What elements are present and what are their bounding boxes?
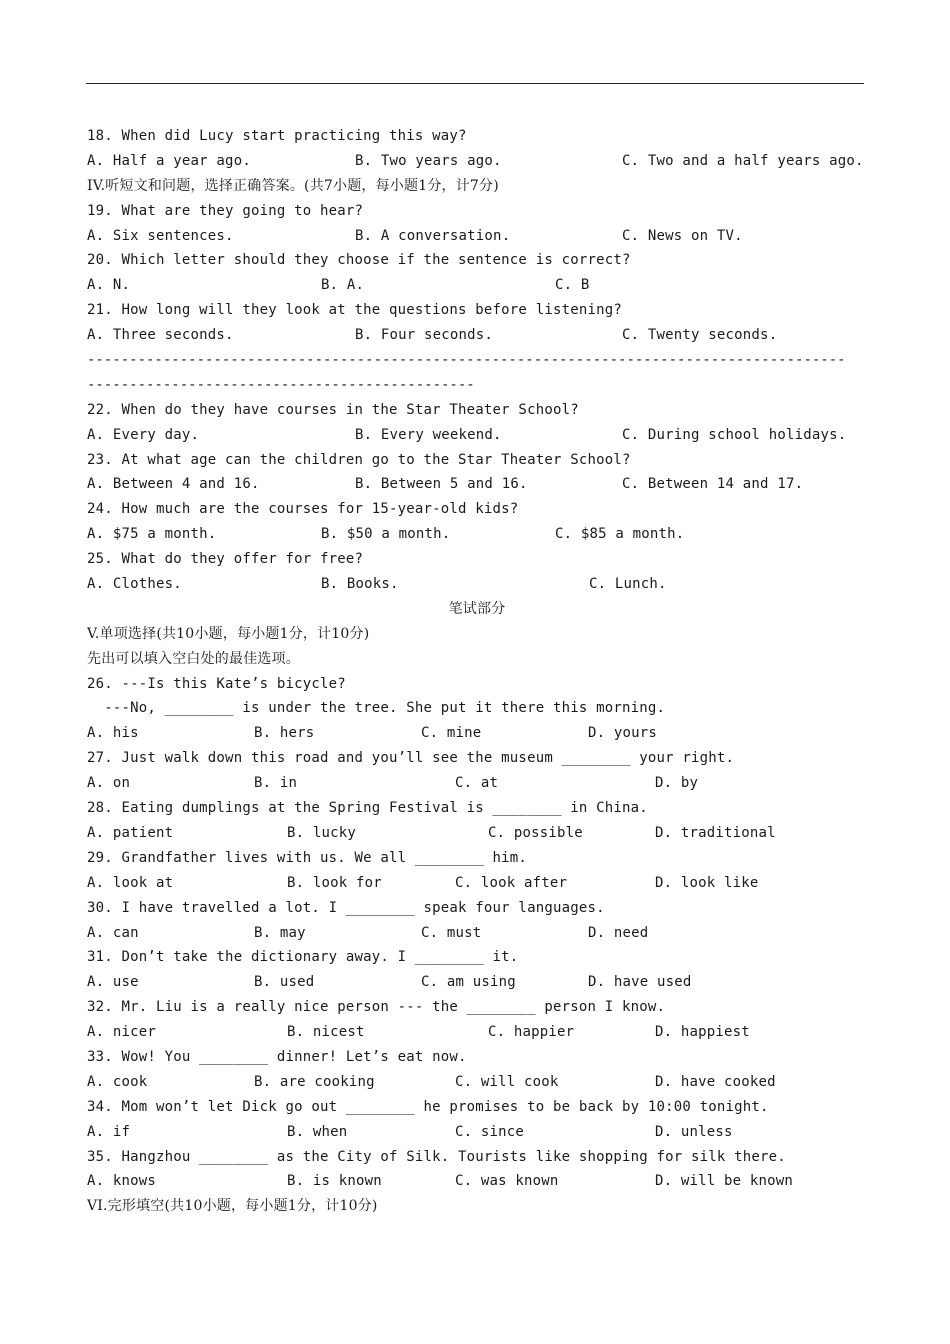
options-32 (87, 1020, 867, 1045)
option-b: B. Every weekend. (355, 426, 502, 443)
question-35: 35. Hangzhou ________ as the City of Silk. Tourists like shopping for silk there. (87, 1148, 786, 1165)
options-33 (87, 1070, 867, 1095)
option-a: A. $75 a month. (87, 526, 217, 543)
options-25 (87, 572, 867, 597)
option-a: A. Half a year ago. (87, 152, 251, 169)
separator-dashes: ------------------------------------------------------------------------------------------ (87, 352, 846, 369)
option-b: B. hers (254, 725, 315, 742)
option-b: B. when (287, 1123, 348, 1140)
question-34: 34. Mom won’t let Dick go out ________ he promises to be back by 10:00 tonight. (87, 1098, 769, 1115)
option-d: D. will be known (655, 1173, 794, 1190)
question-30: 30. I have travelled a lot. I ________ speak four languages. (87, 899, 605, 916)
option-c: C. $85 a month. (555, 526, 685, 543)
question-27: 27. Just walk down this road and you’ll see the museum ________ your right. (87, 750, 735, 767)
section-4-heading: IV.听短文和问题，选择正确答案。(共7小题，每小题1分，计7分) (87, 177, 499, 194)
option-b: B. $50 a month. (321, 526, 451, 543)
option-b: B. Books. (321, 576, 399, 593)
option-a: A. Three seconds. (87, 327, 234, 344)
options-27 (87, 771, 867, 796)
option-a: A. look at (87, 874, 174, 891)
option-c: C. possible (488, 824, 583, 841)
option-a: A. if (87, 1123, 131, 1140)
option-b: B. nicest (287, 1024, 365, 1041)
options-23 (87, 472, 867, 497)
options-35 (87, 1169, 867, 1194)
written-part-title: 笔试部分 (448, 600, 506, 617)
separator-dashes-2: ---------------------------------------------- (87, 376, 475, 393)
option-d: D. traditional (655, 824, 776, 841)
option-b: B. are cooking (254, 1073, 375, 1090)
option-d: D. unless (655, 1123, 733, 1140)
options-24 (87, 522, 867, 547)
options-19 (87, 224, 867, 249)
option-a: A. on (87, 775, 131, 792)
question-29: 29. Grandfather lives with us. We all ________ him. (87, 849, 528, 866)
option-d: D. have cooked (655, 1073, 776, 1090)
question-26: 26. ---Is this Kate’s bicycle? (87, 675, 346, 692)
options-29 (87, 871, 867, 896)
option-c: C. mine (421, 725, 482, 742)
options-34 (87, 1120, 867, 1145)
option-c: C. am using (421, 974, 516, 991)
options-30 (87, 921, 867, 946)
option-d: D. by (655, 775, 699, 792)
option-b: B. Two years ago. (355, 152, 502, 169)
option-b: B. A conversation. (355, 227, 511, 244)
option-c: C. B (555, 277, 590, 294)
question-18: 18. When did Lucy start practicing this way? (87, 128, 467, 144)
option-a: A. cook (87, 1073, 148, 1090)
section-6-heading: VI.完形填空(共10小题，每小题1分，计10分) (87, 1198, 378, 1215)
options-20 (87, 273, 867, 298)
option-b: B. look for (287, 874, 382, 891)
option-c: C. will cook (455, 1073, 559, 1090)
options-21 (87, 323, 867, 348)
question-23: 23. At what age can the children go to the Star Theater School? (87, 451, 631, 468)
option-d: D. happiest (655, 1024, 750, 1041)
question-25: 25. What do they offer for free? (87, 551, 364, 568)
options-26 (87, 721, 867, 746)
question-33: 33. Wow! You ________ dinner! Let’s eat now. (87, 1048, 467, 1065)
option-a: A. N. (87, 277, 131, 294)
option-b: B. Between 5 and 16. (355, 476, 528, 493)
option-c: C. Two and a half years ago. (622, 152, 864, 169)
header-rule (86, 83, 864, 84)
options-31 (87, 970, 867, 995)
option-d: D. look like (655, 874, 759, 891)
option-d: D. have used (588, 974, 692, 991)
option-c: C. Twenty seconds. (622, 327, 778, 344)
option-b: B. in (254, 775, 298, 792)
question-21: 21. How long will they look at the questions before listening? (87, 302, 622, 319)
option-b: B. A. (321, 277, 365, 294)
option-c: C. Lunch. (589, 576, 667, 593)
option-c: C. News on TV. (622, 227, 743, 244)
option-b: B. used (254, 974, 315, 991)
option-a: A. nicer (87, 1024, 157, 1041)
question-32: 32. Mr. Liu is a really nice person --- the ________ person I know. (87, 999, 666, 1016)
question-24: 24. How much are the courses for 15-year-old kids? (87, 501, 519, 518)
question-22: 22. When do they have courses in the Star Theater School? (87, 401, 579, 418)
exam-page (87, 124, 867, 1219)
option-c: C. look after (455, 874, 568, 891)
option-a: A. Six sentences. (87, 227, 234, 244)
option-a: A. can (87, 924, 139, 941)
options-18 (87, 149, 867, 174)
section-5-heading: V.单项选择(共10小题，每小题1分，计10分) (87, 625, 370, 642)
option-c: C. Between 14 and 17. (622, 476, 804, 493)
option-a: A. Between 4 and 16. (87, 476, 260, 493)
option-b: B. Four seconds. (355, 327, 494, 344)
option-c: C. at (455, 775, 499, 792)
question-19: 19. What are they going to hear? (87, 202, 364, 219)
question-20: 20. Which letter should they choose if the sentence is correct? (87, 252, 631, 269)
option-a: A. use (87, 974, 139, 991)
option-c: C. During school holidays. (622, 426, 847, 443)
option-a: A. patient (87, 824, 174, 841)
option-a: A. his (87, 725, 139, 742)
question-28: 28. Eating dumplings at the Spring Festival is ________ in China. (87, 800, 648, 817)
question-31: 31. Don’t take the dictionary away. I ________ it. (87, 949, 519, 966)
option-c: C. must (421, 924, 482, 941)
section-5-instruction: 先出可以填入空白处的最佳选项。 (87, 650, 300, 667)
option-b: B. is known (287, 1173, 382, 1190)
option-b: B. may (254, 924, 306, 941)
option-c: C. was known (455, 1173, 559, 1190)
option-a: A. Clothes. (87, 576, 182, 593)
option-a: A. knows (87, 1173, 157, 1190)
options-22 (87, 423, 867, 448)
option-c: C. since (455, 1123, 525, 1140)
option-d: D. need (588, 924, 649, 941)
question-26-reply: ---No, ________ is under the tree. She put it there this morning. (87, 700, 666, 717)
option-c: C. happier (488, 1024, 575, 1041)
option-b: B. lucky (287, 824, 357, 841)
option-a: A. Every day. (87, 426, 200, 443)
option-d: D. yours (588, 725, 658, 742)
options-28 (87, 821, 867, 846)
